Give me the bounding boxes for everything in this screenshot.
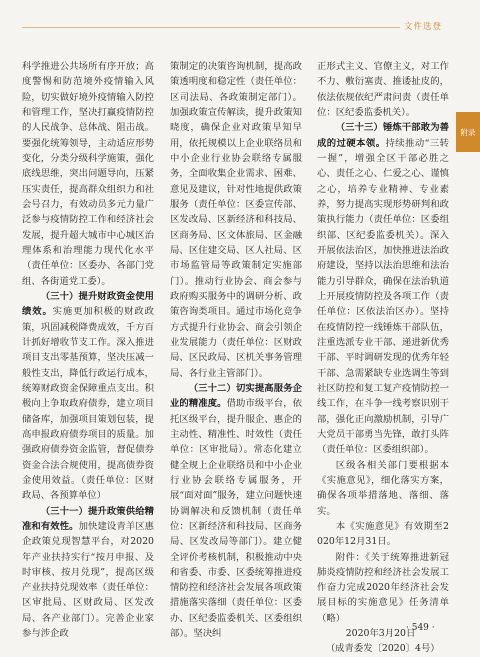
paragraph-body: 加快建设青羊区惠企政策兑现智慧平台，对2020年产业扶持实行“按月申报、及时审核、按月兑现”，提高区级产业扶持兑现效率（责任单位：区审批局、区财政局、区发改局、各产业部门）。完善企业家参与涉企政	[22, 520, 154, 640]
text-column-1	[22, 59, 154, 640]
paragraph-body: 区级各相关部门要根据本《实施意见》，细化落实方案，确保各项举措落地、落细、落实。	[317, 459, 449, 517]
paragraph	[317, 59, 449, 120]
paragraph-heading: （三十）提升财政资金使用绩效。	[22, 290, 154, 318]
paragraph	[317, 120, 449, 457]
header-rule	[22, 27, 400, 28]
paragraph	[317, 550, 449, 627]
paragraph	[317, 458, 449, 519]
paragraph	[170, 381, 302, 642]
paragraph	[317, 519, 449, 550]
paragraph	[22, 504, 154, 642]
paragraph-body: 科学推进公共场所有序开放；高度警惕和防范境外疫情输入风险，切实做好境外疫情输入防控和管理工作，坚决打赢疫情防控的人民战争、总体战、阻击战。要强化统筹领导，主动适应形势变化，分类分级科学施策，强化底线思维，突出问题导向，压紧压实责任，提高群众组织力和社会号召力，有效动员多元力量广泛参与疫情防控工作和经济社会发展，提升超大城市中心城区治理体系和治理能力现代化水平（责任单位：区委办、各部门党组、各街道党工委）。	[22, 61, 154, 287]
paragraph-body: 持续推动“三转一握”，增强全区干部必胜之心、责任之心、仁爱之心、谨慎之心，培养专业精神、专业素养，努力提高实现形势研判和政策执行能力（责任单位：区委组织部、区纪委监委机关）。深入开展依法治区，加快推进法治政府建设，坚持以法治思维和法治能力引导群众，确保在法治轨道上开展疫情防控及各项工作（责任单位：区依法治区办）。坚持在疫情防控一线锤炼干部队伍，注重选派专业干部、递进新优秀干部、平时调研发现的优秀年轻干部、急需紧缺专业选调生等到社区防控和复工复产疫情防控一线工作，在斗争一线考察识别干部，强化正向激励机制，引导广大党员干部勇当先锋，敢打头阵（责任单位：区委组织部）。	[317, 137, 449, 456]
paragraph-heading: （三十二）切实提高服务企业的精准度。	[170, 382, 302, 410]
page-number: · 549 ·	[406, 623, 435, 633]
appendix-tab	[456, 112, 480, 152]
paragraph-body: 附件：《关于统筹推进新冠肺炎疫情防控和经济社会发展工作奋力完成2020年经济社会发展目标的实施意见》任务清单（略）	[317, 551, 449, 624]
paragraph-heading: （三十三）锤炼干部敢为善成的过硬本领。	[317, 122, 449, 149]
paragraph	[22, 59, 154, 289]
paragraph-heading: （三十一）提升政策供给精准和有效性。	[22, 505, 154, 532]
paragraph-body: 本《实施意见》有效期至2020年12月31日。	[317, 520, 449, 548]
document-number: （成青委发〔2020〕4号）	[325, 643, 440, 655]
paragraph	[170, 59, 302, 381]
paragraph	[22, 289, 154, 504]
section-title: 文件选登	[404, 22, 443, 32]
document-date: 2020年3月20日	[345, 628, 416, 640]
paragraph-body: 正形式主义、官僚主义，对工作不力、敷衍塞责、推诿扯皮的，依法依规依纪严肃问责（责任单位：区纪委监委机关）。	[317, 61, 449, 118]
appendix-tab-label: 附录	[460, 127, 476, 137]
text-column-2	[170, 59, 302, 640]
paragraph-body: 策制定的决策咨询机制，提高政策透明度和稳定性（责任单位：区司法局、各政策制定部门）。加强政策宣传解读，提升政策知晓度，确保企业对政策早知早用，依托规模以上企业联络员和中小企业行业协会联络专属服务，全面收集企业需求、困难、意见及建议，针对性地提供政策服务（责任单位：区委宣传部、区发改局、区新经济和科技局、区商务局、区文体旅局、区金融局、区住建交局、区人社局、区市场监管局等政策制定实施部门）。推动行业协会、商会参与政府购买服务中的调研分析、政策咨询类项目。通过市场化竞争方式提升行业协会、商会引领企业发展能力（责任单位：区财政局、区民政局、区机关事务管理局、各行业主管部门）。	[170, 61, 302, 379]
paragraph-body: 实施更加积极的财政政策，巩固减税降费成效，千方百计抓好增收节支工作。深入推进项目支出零基预算，坚决压减一般性支出，降低行政运行成本，统筹财政资金保障重点支出。积极向上争取政府债券，建立项目储备库，加强项目策划包装，提高申报政府债券项目的质量。加强政府债券资金监管，督促债券资金合法合规使用，提高债券资金使用效益。（责任单位：区财政局、各预算单位）	[22, 306, 154, 502]
paragraph-body: 借助市级平台，依托区级平台，提升服企、惠企的主动性、精准性、时效性（责任单位：区审批局）。常态化建立健全规上企业联络员和中小企业行业协会联络专属服务，开展“面对面”服务，建立问题快速协调解决和反馈机制（责任单位：区新经济和科技局、区商务局、区发改局等部门）。建立健全评价考核机制，积极推动中央和省委、市委、区委统筹推进疫情防控和经济社会发展各项政策措施落实落细（责任单位：区委办、区纪委监委机关、区委组织部）。坚决纠	[170, 398, 302, 640]
